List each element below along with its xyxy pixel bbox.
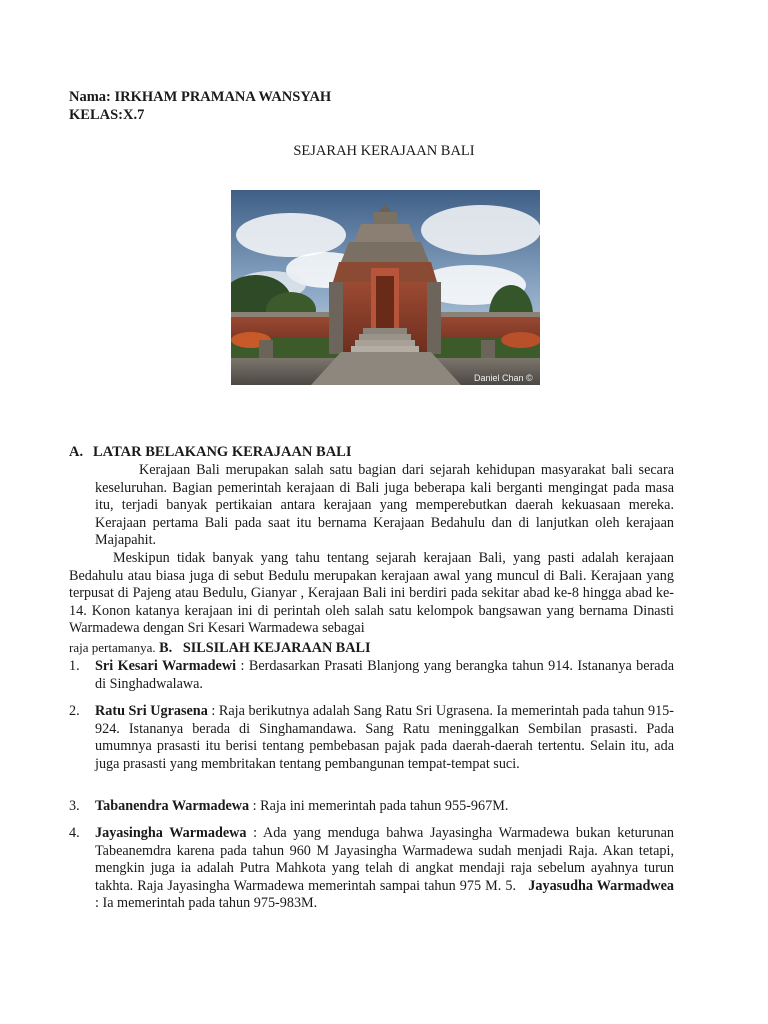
student-name: Nama: IRKHAM PRAMANA WANSYAH [69, 89, 332, 105]
king-name-1: Sri Kesari Warmadewi [95, 658, 237, 674]
list-item-4 [95, 825, 674, 913]
section-a-heading [69, 444, 351, 461]
king-text-5: : Ia memerintah pada tahun 975-983M. [95, 895, 318, 912]
list-number-2: 2. [69, 703, 80, 719]
list-item-2 [95, 703, 674, 773]
king-text-2: : Raja berikutnya adalah Sang Ratu Sri Ugrasena. Ia memerintah pada tahun 915-924. Istananya berada di Singhamandawa. Sang Ratu meninggalkan Sembilan prasasti. Pada umumnya prasasti itu berisi tentang pembebasan pajak pada daerah-daerah tertentu. Selain itu, ada juga prasasti yang membritakan tentang pembangunan tempat-tempat suci. [95, 703, 674, 772]
section-a-title: LATAR BELAKANG KERAJAAN BALI [93, 444, 352, 460]
king-text-4: : Ada yang menduga bahwa Jayasingha Warmadewa bukan keturunan Tabeanemdra karena pada tahun 960 M Jayasingha Warmadewa sudah menjadi Raja. Akan tetapi, mengkin juga ia adalah Putra Mahkota yang telah di angkat mendaji raja sebelum ayahnya turun takhta. Raja Jayasingha Warmadewa memerintah sampai tahun 975 M. [95, 825, 674, 894]
photo-watermark: Daniel Chan © [474, 373, 533, 383]
list-number-5: 5. [505, 877, 517, 894]
list-number-1: 1. [69, 658, 80, 674]
paragraph-1: Kerajaan Bali merupakan salah satu bagian dari sejarah kehidupan masyarakat bali secara keseluruhan. Bagian pemerintah kerajaan di Bali juga beberapa kali berganti mengingat pada masa itu, terjadi banyak pertikaian antara kerajaan yang memperebutkan daerah kekuasaan mereka. Kerajaan pertama Bali pada saat itu bernama Kerajaan Bedahulu dan di lanjutkan oleh kerajaan Majapahit. [95, 462, 674, 549]
temple-photo [231, 190, 540, 385]
king-text-3: : Raja ini memerintah pada tahun 955-967M. [249, 798, 509, 814]
page-title: SEJARAH KERAJAAN BALI [293, 143, 475, 159]
list-item-3 [95, 798, 674, 816]
king-name-2: Ratu Sri Ugrasena [95, 703, 208, 719]
list-number-4: 4. [69, 825, 80, 841]
list-item-1 [95, 658, 674, 693]
section-a-label: A. [69, 444, 84, 460]
student-class: KELAS:X.7 [69, 107, 145, 123]
king-name-4: Jayasingha Warmadewa [95, 825, 247, 841]
section-b-label: B. [159, 640, 173, 656]
list-number-3: 3. [69, 798, 80, 814]
section-b-title: SILSILAH KEJARAAN BALI [182, 640, 371, 656]
king-text-1: : Berdasarkan Prasati Blanjong yang berangka tahun 914. Istananya berada di Singhadwalawa. [95, 658, 674, 692]
paragraph-2: Meskipun tidak banyak yang tahu tentang sejarah kerajaan Bali, yang pasti adalah kerajaan Bedahulu atau biasa juga di sebut Bedulu merupakan kerajaan awal yang muncul di Bali. Kerajaan yang terpusat di Pajeng atau Bedulu, Gianyar , Kerajaan Bali ini berdiri pada sekitar abad ke-8 hingga abad ke-14. Konon katanya kerajaan ini di perintah oleh salah satu kelompok bangsawan yang bernama Dinasti Warmadewa dengan Sri Kesari Warmadewa sebagai [69, 550, 674, 637]
paragraph-2-tail [69, 639, 674, 658]
king-name-5: Jayasudha Warmadwea [528, 877, 675, 894]
king-name-3: Tabanendra Warmadewa [95, 798, 250, 814]
paragraph-2-tail-text: raja pertamanya. [69, 640, 156, 655]
